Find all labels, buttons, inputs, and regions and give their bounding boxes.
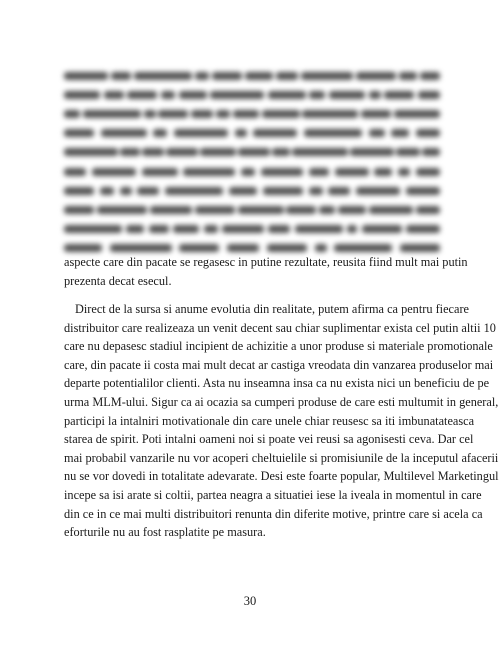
text-line: prezenta decat esecul.	[64, 273, 172, 288]
body-paragraph	[64, 300, 499, 542]
text-line: departe potentialilor clienti. Asta nu inseamna insa ca nu exista nici un beneficiu de pe	[64, 376, 490, 391]
text-line: mai probabil vanzarile nu vor acoperi cheltuielile si promisiunile de la inceputul afacerii	[64, 450, 499, 465]
text-line: aspecte care din pacate se regasesc in putine rezultate, reusita fiind mult mai putin	[64, 255, 468, 269]
text-line: Direct de la sursa si anume evolutia din realitate, putem afirma ca pentru fiecare	[75, 302, 470, 316]
text-line: care, din pacate ii costa mai mult decat ar castiga vreodata din vanzarea produselor mai	[64, 357, 494, 372]
text-line: incepe sa isi arate si coltii, partea neagra a situatiei iese la iveala in momentul in care	[64, 487, 482, 502]
text-line: urma MLM-ului. Sigur ca ai ocazia sa cumperi produse de care esti multumit in general,	[64, 394, 499, 409]
text-line: participi la intalniri motivationale din care unele chiar reusesc sa iti imbunatateasca	[64, 413, 475, 428]
text-line: care nu depasesc stadiul incipient de achizitie a unor produse si materiale promotionale	[64, 339, 493, 354]
text-line: eforturile nu au fost rasplatite pe masura.	[64, 525, 266, 540]
text-line: starea de spirit. Poti intalni oameni noi si poate vei reusi sa agonisesti ceva. Dar cel	[64, 432, 474, 447]
text-line: din ce in ce mai multi distribuitori renunta din diferite motive, printre care si acela ca	[64, 506, 483, 521]
text-line: nu se vor dovedi in totalitate adevarate. Desi este foarte popular, Multilevel Marketingul	[64, 469, 499, 484]
blurred-paragraph	[64, 66, 440, 258]
text-line: distribuitor care realizeaza un venit decent sau chiar suplimentar exista cel putin altii 10	[64, 320, 496, 335]
page-number: 30	[243, 594, 257, 608]
blurred-paragraph-tail	[64, 253, 468, 290]
